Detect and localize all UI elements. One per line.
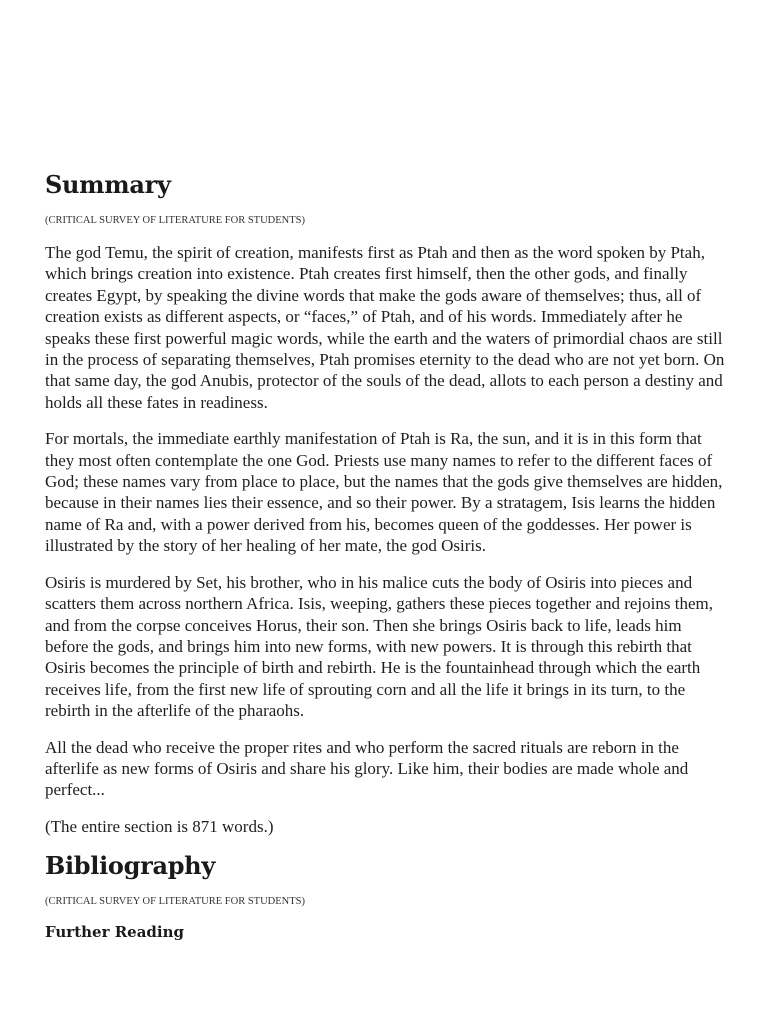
article-content	[45, 168, 725, 943]
bibliography-title: Bibliography	[45, 851, 215, 881]
summary-source-label: (CRITICAL SURVEY OF LITERATURE FOR STUDENTS)	[45, 215, 306, 226]
word-count-note: (The entire section is 871 words.)	[45, 816, 274, 836]
bibliography-section	[45, 849, 725, 943]
summary-paragraph-3: Osiris is murdered by Set, his brother, who in his malice cuts the body of Osiris into pieces and scatters them across northern Africa. Isis, weeping, gathers these pieces together and rejoins them, and from the corpse conceives Horus, their son. Then she brings Osiris back to life, leads him before the gods, and brings him into new forms, with new powers. It is through this rebirth that Osiris becomes the principle of birth and rebirth. He is the fountainhead through which the earth receives life, from the first new life of sprouting corn and all the life it brings in its turn, to the rebirth in the afterlife of the pharaohs.	[45, 572, 713, 721]
summary-paragraph-2: For mortals, the immediate earthly manifestation of Ptah is Ra, the sun, and it is in this form that they most often contemplate the one God. Priests use many names to refer to the different faces of God; these names vary from place to place, but the names that the gods give themselves are hidden, because in their names lies their essence, and so their power. By a stratagem, Isis learns the hidden name of Ra and, with a power derived from his, becomes queen of the goddesses. Her power is illustrated by the story of her healing of her mate, the god Osiris.	[45, 429, 723, 556]
summary-title: Summary	[45, 170, 171, 199]
bibliography-source-label: (CRITICAL SURVEY OF LITERATURE FOR STUDENTS)	[45, 896, 306, 908]
summary-paragraph-4: All the dead who receive the proper rites and who perform the sacred rituals are reborn in the afterlife as new forms of Osiris and share his glory. Like him, their bodies are made whole and perfect...	[45, 737, 689, 800]
summary-section	[45, 168, 725, 837]
summary-paragraph-1: The god Temu, the spirit of creation, manifests first as Ptah and then as the word spoken by Ptah, which brings creation into existence. Ptah creates first himself, then the other gods, and finally creates Egypt, by speaking the divine words that make the gods aware of themselves; thus, all of creation exists as different aspects, or “faces,” of Ptah, and of his words. Immediately after he speaks these first powerful magic words, while the earth and the waters of primordial chaos are still in the process of separating themselves, Ptah promises eternity to the dead who are not yet born. On that same day, the god Anubis, protector of the souls of the dead, allots to each person a destiny and holds all these fates in readiness.	[45, 243, 725, 412]
further-reading-heading: Further Reading	[45, 923, 185, 942]
